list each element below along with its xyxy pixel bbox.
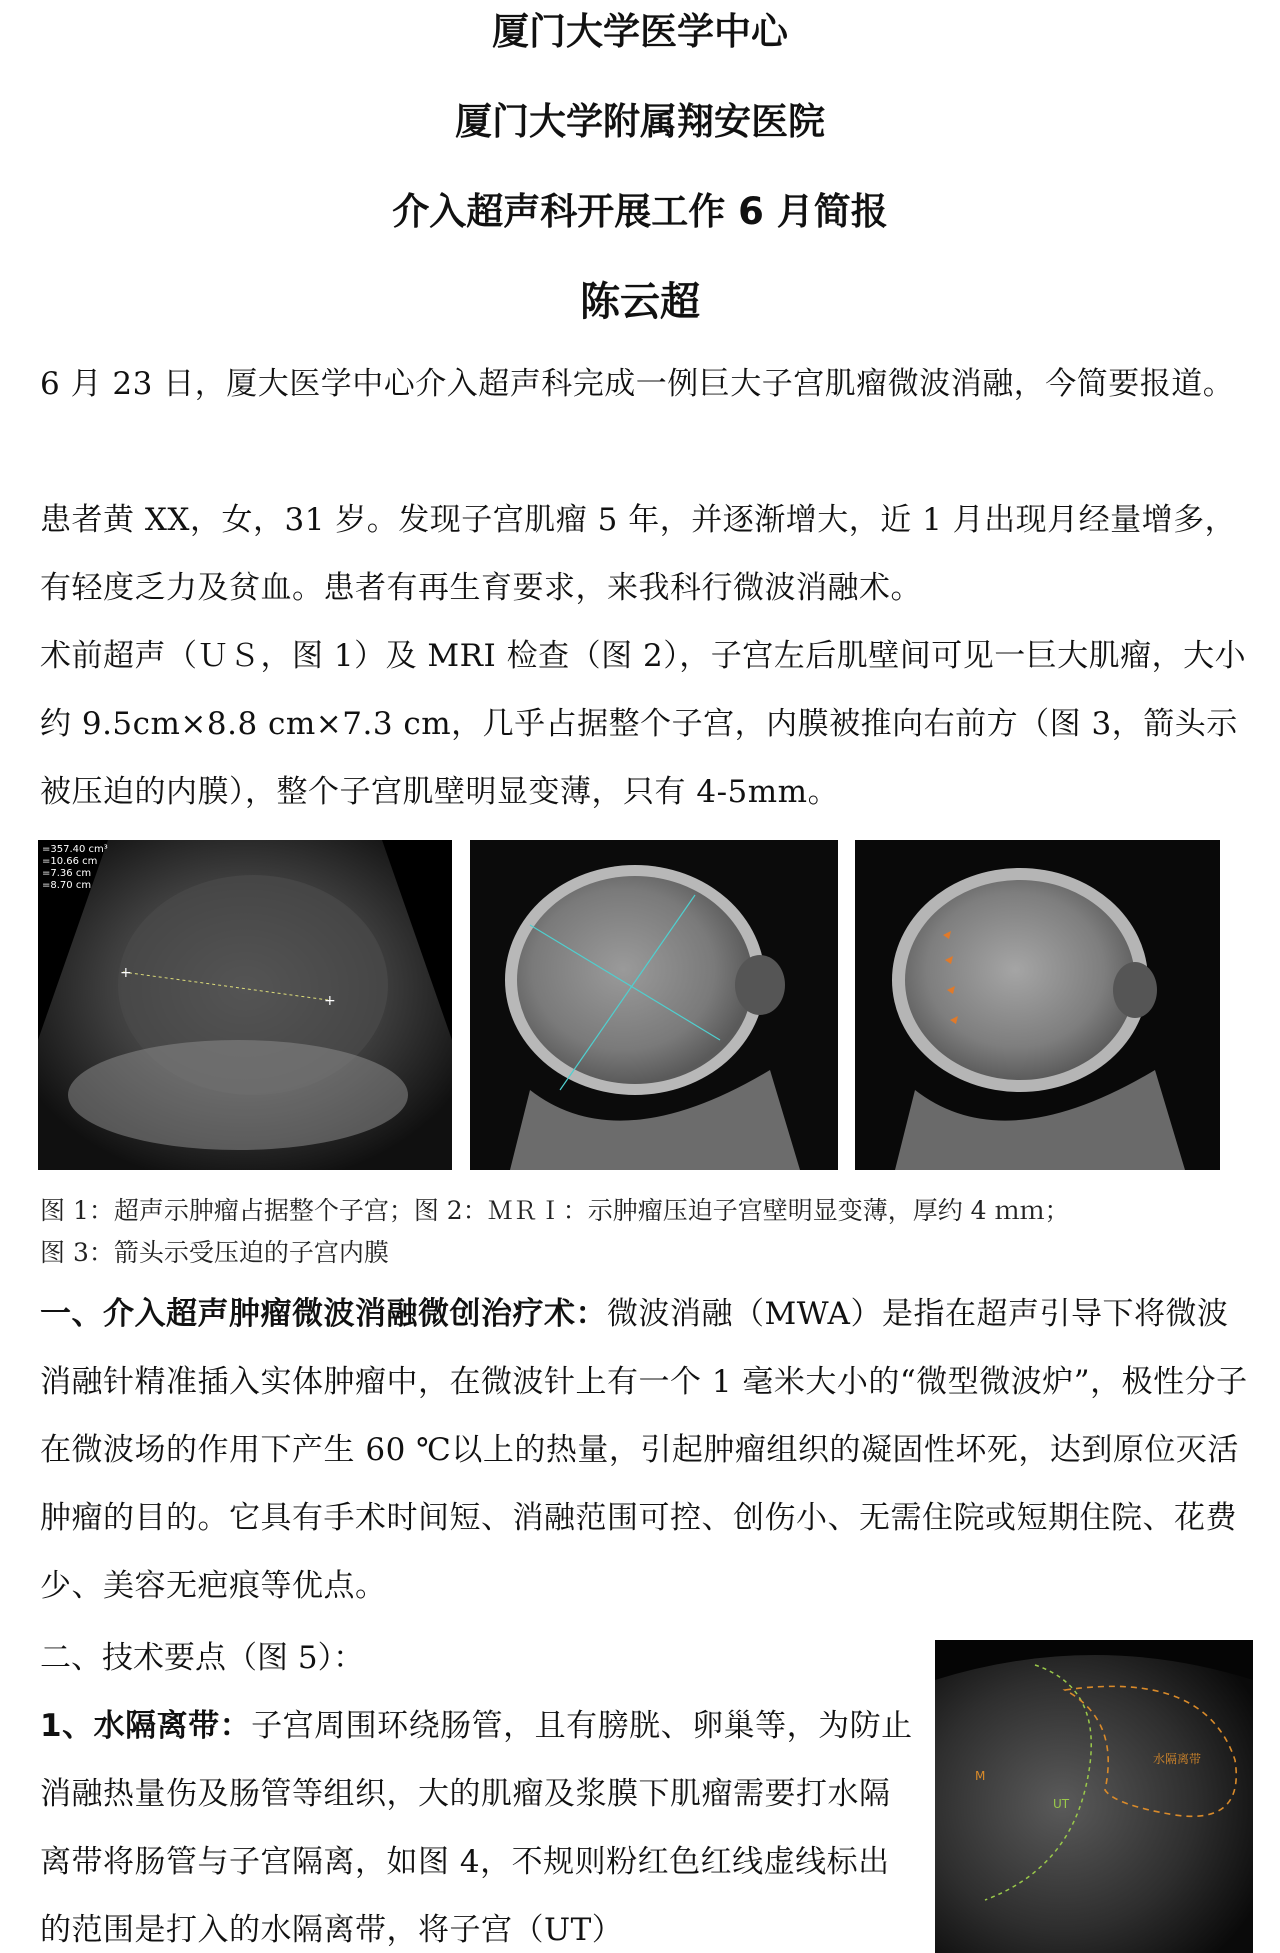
intro-paragraph-1: 6 月 23 日，厦大医学中心介入超声科完成一例巨大子宫肌瘤微波消融，今简要报道。: [40, 366, 1235, 402]
section-2-item-1-body: 子宫周围环绕肠管，且有膀胱、卵巢等，为防止消融热量伤及肠管等组织，大的肌瘤及浆膜下肌瘤需要打水隔离带将肠管与子宫隔离，如图 4，不规则粉红色红线虚线标出的范围是打入的水隔离带，将子宫（UT）: [40, 1708, 913, 1948]
svg-text:+: +: [120, 965, 132, 981]
mri-arrow-image: [855, 840, 1220, 1170]
mri-measurement-image: [470, 840, 838, 1170]
mri-measurement-graphic: [470, 840, 838, 1170]
report-title: 介入超声科开展工作 6 月简报: [392, 190, 888, 233]
us-length-label: =10.66 cm: [42, 856, 98, 867]
svg-text:+: +: [324, 993, 336, 1009]
section-1-heading: 一、介入超声肿瘤微波消融微创治疗术：: [40, 1296, 607, 1332]
fig5-m-label: M: [975, 1769, 986, 1783]
us-volume-label: =357.40 cm³: [42, 844, 108, 855]
intro-paragraph-2: 患者黄 XX，女，31 岁。发现子宫肌瘤 5 年，并逐渐增大，近 1 月出现月经量增多，有轻度乏力及贫血。患者有再生育要求，来我科行微波消融术。: [40, 502, 1237, 606]
section-2-item-1-heading: 1、水隔离带：: [40, 1708, 252, 1744]
intro-paragraph-3: 术前超声（ＵＳ，图 1）及 MRI 检查（图 2），子宫左后肌壁间可见一巨大肌瘤，大小约 9.5cm×8.8 cm×7.3 cm，几乎占据整个子宫，内膜被推向右前方（图 3，箭头示被压迫的内膜），整个子宫肌壁明显变薄，只有 4-5mm。: [40, 638, 1247, 810]
hospital-title: 厦门大学附属翔安医院: [455, 100, 825, 143]
figure-caption-line-1: 图 1：超声示肿瘤占据整个子宫；图 2：ＭＲＩ：示肿瘤压迫子宫壁明显变薄，厚约 4 ｍｍ；: [40, 1196, 1070, 1225]
section-1-paragraph: [40, 1280, 1250, 1620]
isolation-band-graphic: [935, 1640, 1253, 1953]
section-2-item-1: [40, 1692, 920, 1953]
figure-caption-line-2: 图 3：箭头示受压迫的子宫内膜: [40, 1238, 389, 1267]
ultrasound-image: [38, 840, 452, 1170]
section-2-heading: 二、技术要点（图 5）：: [40, 1640, 365, 1676]
fig5-band-label: 水隔离带: [1153, 1752, 1202, 1766]
figure-caption: [40, 1190, 1250, 1274]
isolation-band-ultrasound: [935, 1640, 1253, 1953]
author-name: 陈云超: [580, 279, 700, 325]
institution-title: 厦门大学医学中心: [492, 10, 788, 53]
us-width-label: =7.36 cm: [42, 868, 92, 879]
fig5-ut-label: UT: [1053, 1797, 1070, 1811]
us-height-label: =8.70 cm: [42, 880, 92, 891]
section-1-body: 微波消融（MWA）是指在超声引导下将微波消融针精准插入实体肿瘤中，在微波针上有一个 1 毫米大小的“微型微波炉”，极性分子在微波场的作用下产生 60 ℃以上的热量，引起肿瘤组织的凝固性坏死，达到原位灭活肿瘤的目的。它具有手术时间短、消融范围可控、创伤小、无需住院或短期住院、花费少、美容无疤痕等优点。: [40, 1296, 1248, 1604]
mri-arrow-graphic: [855, 840, 1220, 1170]
